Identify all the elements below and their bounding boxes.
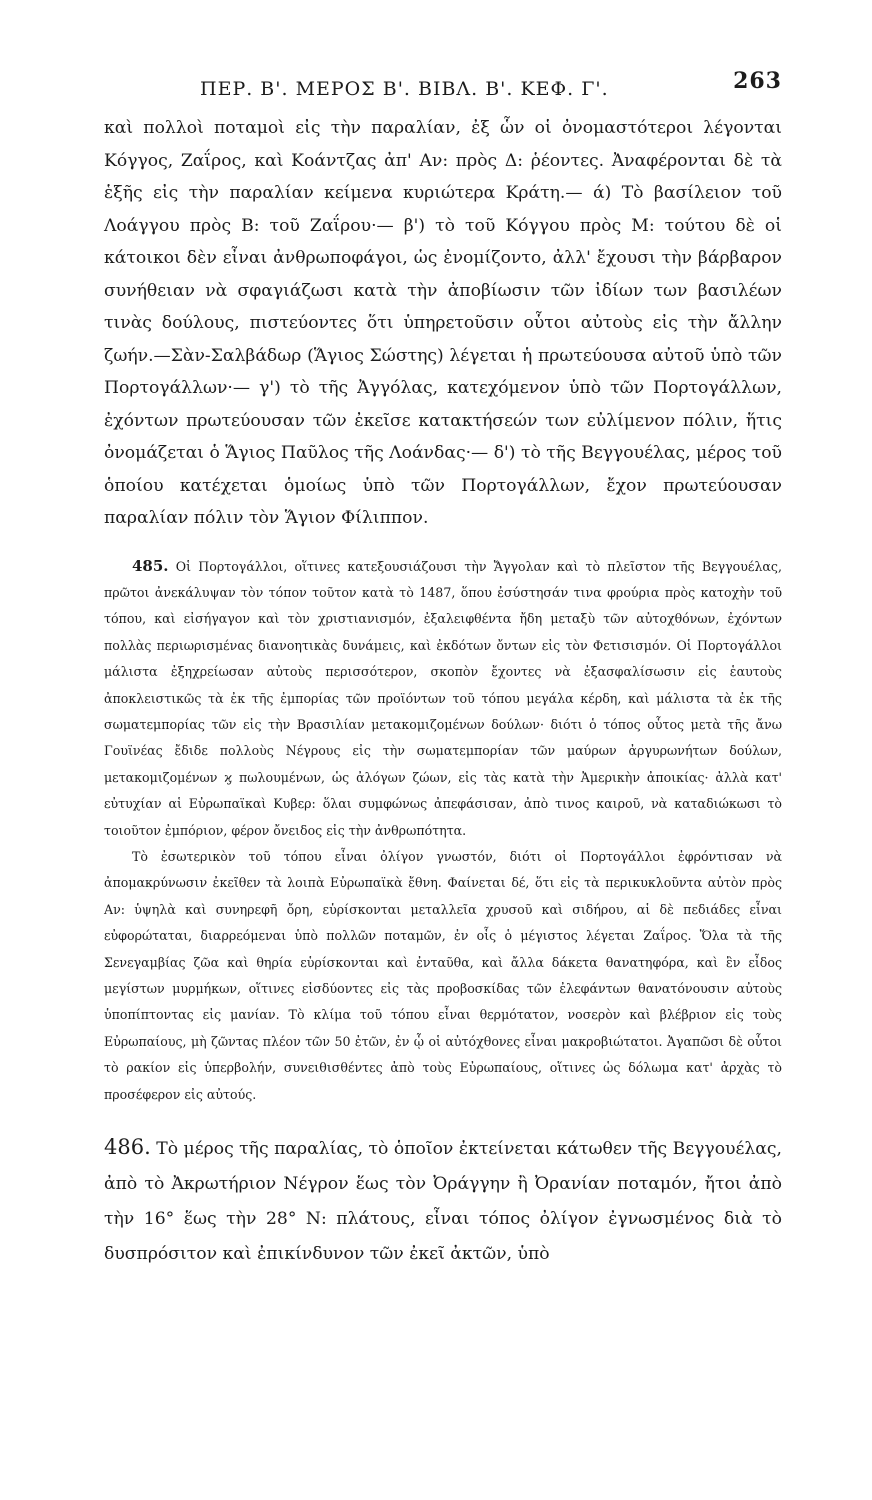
- note-485-number: 485.: [132, 556, 169, 575]
- section-486-paragraph: [104, 1130, 782, 1272]
- main-text: [104, 112, 782, 535]
- section-486-number: 486.: [104, 1135, 151, 1160]
- running-head: [104, 68, 782, 108]
- note-485-text-1: Οἱ Πορτογάλλοι, οἵτινες κατεξουσιάζουσι τὴν Ἄγγολαν καὶ τὸ πλεῖστον τῆς Βεγγουέλας, πρῶτοι ἀνεκάλυψαν τὸν τόπον τοῦτον κατὰ τὸ 1487, ὅπου ἐσύστησάν τινα φρούρια πρὸς κατοχὴν τοῦ τόπου, καὶ εἰσήγαγον καὶ τὸν χριστιανισμόν, ἐξαλειφθέντα ἤδη μεταξὺ τῶν αὐτοχθόνων, ἐχόντων πολλὰς περιωρισμένας διανοητικὰς δυνάμεις, καὶ ἐκδότων ὄντων εἰς τὸν Φετισισμόν. Οἱ Πορτογάλλοι μάλιστα ἐξηχρείωσαν αὐτοὺς περισσότερον, σκοπὸν ἔχοντες νὰ ἐξασφαλίσωσιν εἰς ἑαυτοὺς ἀποκλειστικῶς τὰ ἐκ τῆς ἐμπορίας τῶν προϊόντων τοῦ τόπου μεγάλα κέρδη, καὶ μάλιστα τὰ ἐκ τῆς σωματεμπορίας τῶν εἰς τὴν Βρασιλίαν μετακομιζομένων δούλων· διότι ὁ τόπος οὗτος μετὰ τῆς ἄνω Γουϊνέας ἔδιδε πολλοὺς Νέγρους εἰς τὴν σωματεμπορίαν τῶν μαύρων ἀργυρωνήτων δούλων, μετακομιζομένων ϗ πωλουμένων, ὡς ἀλόγων ζώων, εἰς τὰς κατὰ τὴν Ἀμερικὴν ἀποικίας· ἀλλὰ κατ' εὐτυχίαν αἱ Εὐρωπαϊκαὶ Κυβερ: ὅλαι συμφώνως ἀπεφάσισαν, ἀπὸ τινος καιροῦ, νὰ καταδιώκωσι τὸ τοιοῦτον ἐμπόριον, φέρον ὄνειδος εἰς τὴν ἀνθρωπότητα.: [104, 558, 782, 838]
- note-485: [104, 553, 782, 1109]
- page-number: 263: [733, 68, 782, 94]
- note-485-paragraph-2: Τὸ ἐσωτερικὸν τοῦ τόπου εἶναι ὀλίγον γνωστόν, διότι οἱ Πορτογάλλοι ἐφρόντισαν νὰ ἀπομακρύνωσιν ἐκεῖθεν τὰ λοιπὰ Εὐρωπαϊκὰ ἔθνη. Φαίνεται δέ, ὅτι εἰς τὰ περικυκλοῦντα αὐτὸν πρὸς Αν: ὑψηλὰ καὶ συνηρεφῆ ὄρη, εὑρίσκονται μεταλλεῖα χρυσοῦ καὶ σιδήρου, αἱ δὲ πεδιάδες εἶναι εὐφορώταται, διαρρεόμεναι ὑπὸ πολλῶν ποταμῶν, ἐν οἷς ὁ μέγιστος λέγεται Ζαΐρος. Ὅλα τὰ τῆς Σενεγαμβίας ζῶα καὶ θηρία εὑρίσκονται καὶ ἐνταῦθα, καὶ ἄλλα δάκετα θανατηφόρα, καὶ ἓν εἶδος μεγίστων μυρμήκων, οἵτινες εἰσδύοντες εἰς τὰς προβοσκίδας τῶν ἐλεφάντων θανατόνουσιν αὐτοὺς ὑποπίπτοντας εἰς μανίαν. Τὸ κλίμα τοῦ τόπου εἶναι θερμότατον, νοσερὸν καὶ βλέβριον εἰς τοὺς Εὐρωπαίους, μὴ ζῶντας πλέον τῶν 50 ἐτῶν, ἐν ᾧ οἱ αὐτόχθονες εἶναι μακροβιώτατοι. Ἀγαπῶσι δὲ οὗτοι τὸ ρακίον εἰς ὑπερβολήν, συνειθισθέντες ἀπὸ τοὺς Εὐρωπαίους, οἵτινες ὡς δόλωμα κατ' ἀρχὰς τὸ προσέφερον εἰς αὐτούς.: [104, 848, 782, 1102]
- running-title: ΠΕΡ. Β'. ΜΕΡΟΣ Β'. ΒΙΒΛ. Β'. ΚΕΦ. Γ'.: [200, 78, 609, 100]
- section-486: [104, 1130, 782, 1272]
- section-486-text: Τὸ μέρος τῆς παραλίας, τὸ ὁποῖον ἐκτείνεται κάτωθεν τῆς Βεγγουέλας, ἀπὸ τὸ Ἀκρωτήριον Νέγρον ἕως τὸν Ὀράγγην ἢ Ὀρανίαν ποταμόν, ἤτοι ἀπὸ τὴν 16° ἕως τὴν 28° Ν: πλάτους, εἶναι τόπος ὀλίγον ἐγνωσμένος διὰ τὸ δυσπρόσιτον καὶ ἐπικίνδυνον τῶν ἐκεῖ ἀκτῶν, ὑπὸ: [104, 1139, 782, 1265]
- note-485-paragraph-1: [104, 553, 782, 844]
- continued-paragraph: καὶ πολλοὶ ποταμοὶ εἰς τὴν παραλίαν, ἐξ ὧν οἱ ὀνομαστότεροι λέγονται Κόγγος, Ζαΐρος, καὶ Κοάντζας ἀπ' Αν: πρὸς Δ: ῥέοντες. Ἀναφέρονται δὲ τὰ ἑξῆς εἰς τὴν παραλίαν κείμενα κυριώτερα Κράτη.— ά) Τὸ βασίλειον τοῦ Λοάγγου πρὸς Β: τοῦ Ζαΐρου·— β') τὸ τοῦ Κόγγου πρὸς Μ: τούτου δὲ οἱ κάτοικοι δὲν εἶναι ἀνθρωποφάγοι, ὡς ἐνομίζοντο, ἀλλ' ἔχουσι τὴν βάρβαρον συνήθειαν νὰ σφαγιάζωσι κατὰ τὴν ἀποβίωσιν τῶν ἰδίων των βασιλέων τινὰς δούλους, πιστεύοντες ὅτι ὑπηρετοῦσιν οὗτοι αὐτοὺς εἰς τὴν ἄλλην ζωήν.—Σὰν-Σαλβάδωρ (Ἅγιος Σώστης) λέγεται ἡ πρωτεύουσα αὐτοῦ ὑπὸ τῶν Πορτογάλλων·— γ') τὸ τῆς Ἀγγόλας, κατεχόμενον ὑπὸ τῶν Πορτογάλλων, ἐχόντων πρωτεύουσαν τῶν ἐκεῖσε κατακτήσεών των εὐλίμενον πόλιν, ἥτις ὀνομάζεται ὁ Ἅγιος Παῦλος τῆς Λοάνδας·— δ') τὸ τῆς Βεγγουέλας, μέρος τοῦ ὁποίου κατέχεται ὁμοίως ὑπὸ τῶν Πορτογάλλων, ἔχον πρωτεύουσαν παραλίαν πόλιν τὸν Ἅγιον Φίλιππον.: [104, 118, 782, 528]
